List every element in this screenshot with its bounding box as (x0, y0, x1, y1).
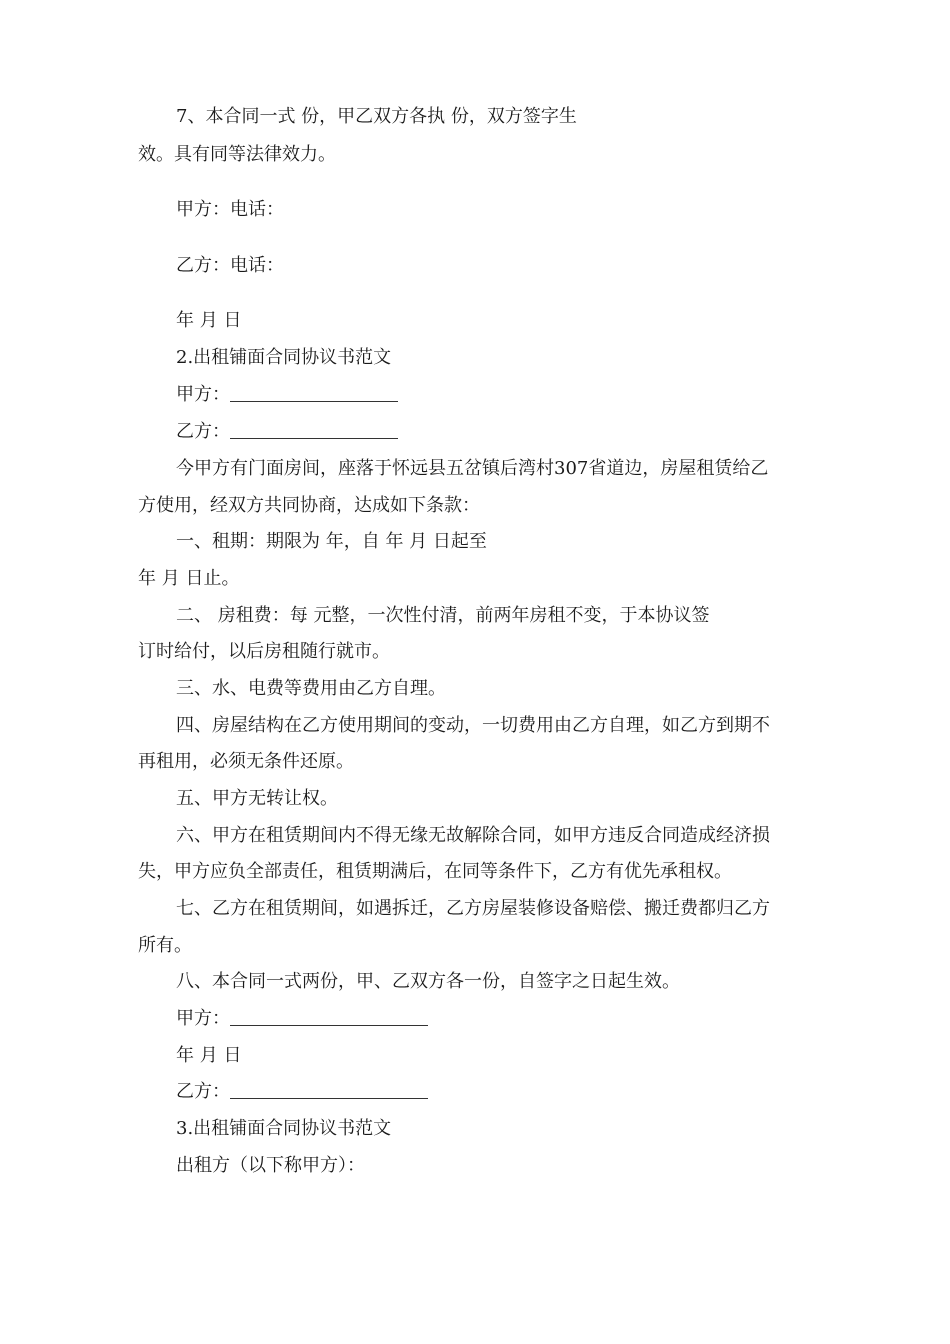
section-2-heading: 2.出租铺面合同协议书范文 (176, 347, 392, 368)
lessor-line: 出租方（以下称甲方）： (176, 1155, 365, 1176)
intro-line-2: 方使用，经双方共同协商，达成如下条款： (138, 495, 480, 516)
clause-8: 八、本合同一式两份，甲、乙双方各一份，自签字之日起生效。 (176, 971, 680, 992)
party-a-label: 甲方： (176, 384, 230, 405)
clause-2-line-1: 二、 房租费：每 元整，一次性付清，前两年房租不变，于本协议签 (176, 605, 710, 626)
party-a-blank-2 (230, 1007, 428, 1026)
party-b-blank-2 (230, 1080, 428, 1099)
clause-3: 三、水、电费等费用由乙方自理。 (176, 678, 446, 699)
clause-7-line-1: 7、本合同一式 份，甲乙双方各执 份，双方签字生 (176, 106, 577, 127)
clause-2-line-2: 订时给付，以后房租随行就市。 (138, 641, 390, 662)
party-a-phone-line: 甲方：电话： (176, 199, 284, 220)
clause-4-line-2: 再租用，必须无条件还原。 (138, 751, 354, 772)
party-b-phone-line: 乙方：电话： (176, 255, 284, 276)
clause-1-line-2: 年 月 日止。 (138, 568, 240, 589)
section-3-heading: 3.出租铺面合同协议书范文 (176, 1118, 392, 1139)
date-line-2: 年 月 日 (176, 1045, 242, 1066)
party-a-signature-line (176, 383, 398, 407)
clause-7-line-2: 效。具有同等法律效力。 (138, 144, 336, 165)
party-b-label-2: 乙方： (176, 1081, 230, 1102)
clause-5: 五、甲方无转让权。 (176, 788, 338, 809)
party-b-signature-line (176, 420, 398, 444)
party-b-signature-line-2 (176, 1080, 428, 1104)
party-a-blank (230, 383, 398, 402)
party-a-signature-line-2 (176, 1007, 428, 1031)
party-b-label: 乙方： (176, 421, 230, 442)
clause-7b-line-1: 七、乙方在租赁期间，如遇拆迁，乙方房屋装修设备赔偿、搬迁费都归乙方 (176, 898, 770, 919)
clause-1-line-1: 一、租期：期限为 年，自 年 月 日起至 (176, 531, 487, 552)
clause-6-line-1: 六、甲方在租赁期间内不得无缘无故解除合同，如甲方违反合同造成经济损 (176, 825, 770, 846)
date-line: 年 月 日 (176, 310, 242, 331)
clause-4-line-1: 四、房屋结构在乙方使用期间的变动，一切费用由乙方自理，如乙方到期不 (176, 715, 770, 736)
intro-line-1: 今甲方有门面房间，座落于怀远县五岔镇后湾村307省道边，房屋租赁给乙 (176, 458, 769, 479)
party-b-blank (230, 420, 398, 439)
clause-7b-line-2: 所有。 (138, 935, 192, 956)
clause-6-line-2: 失，甲方应负全部责任，租赁期满后，在同等条件下，乙方有优先承租权。 (138, 861, 732, 882)
party-a-label-2: 甲方： (176, 1008, 230, 1029)
